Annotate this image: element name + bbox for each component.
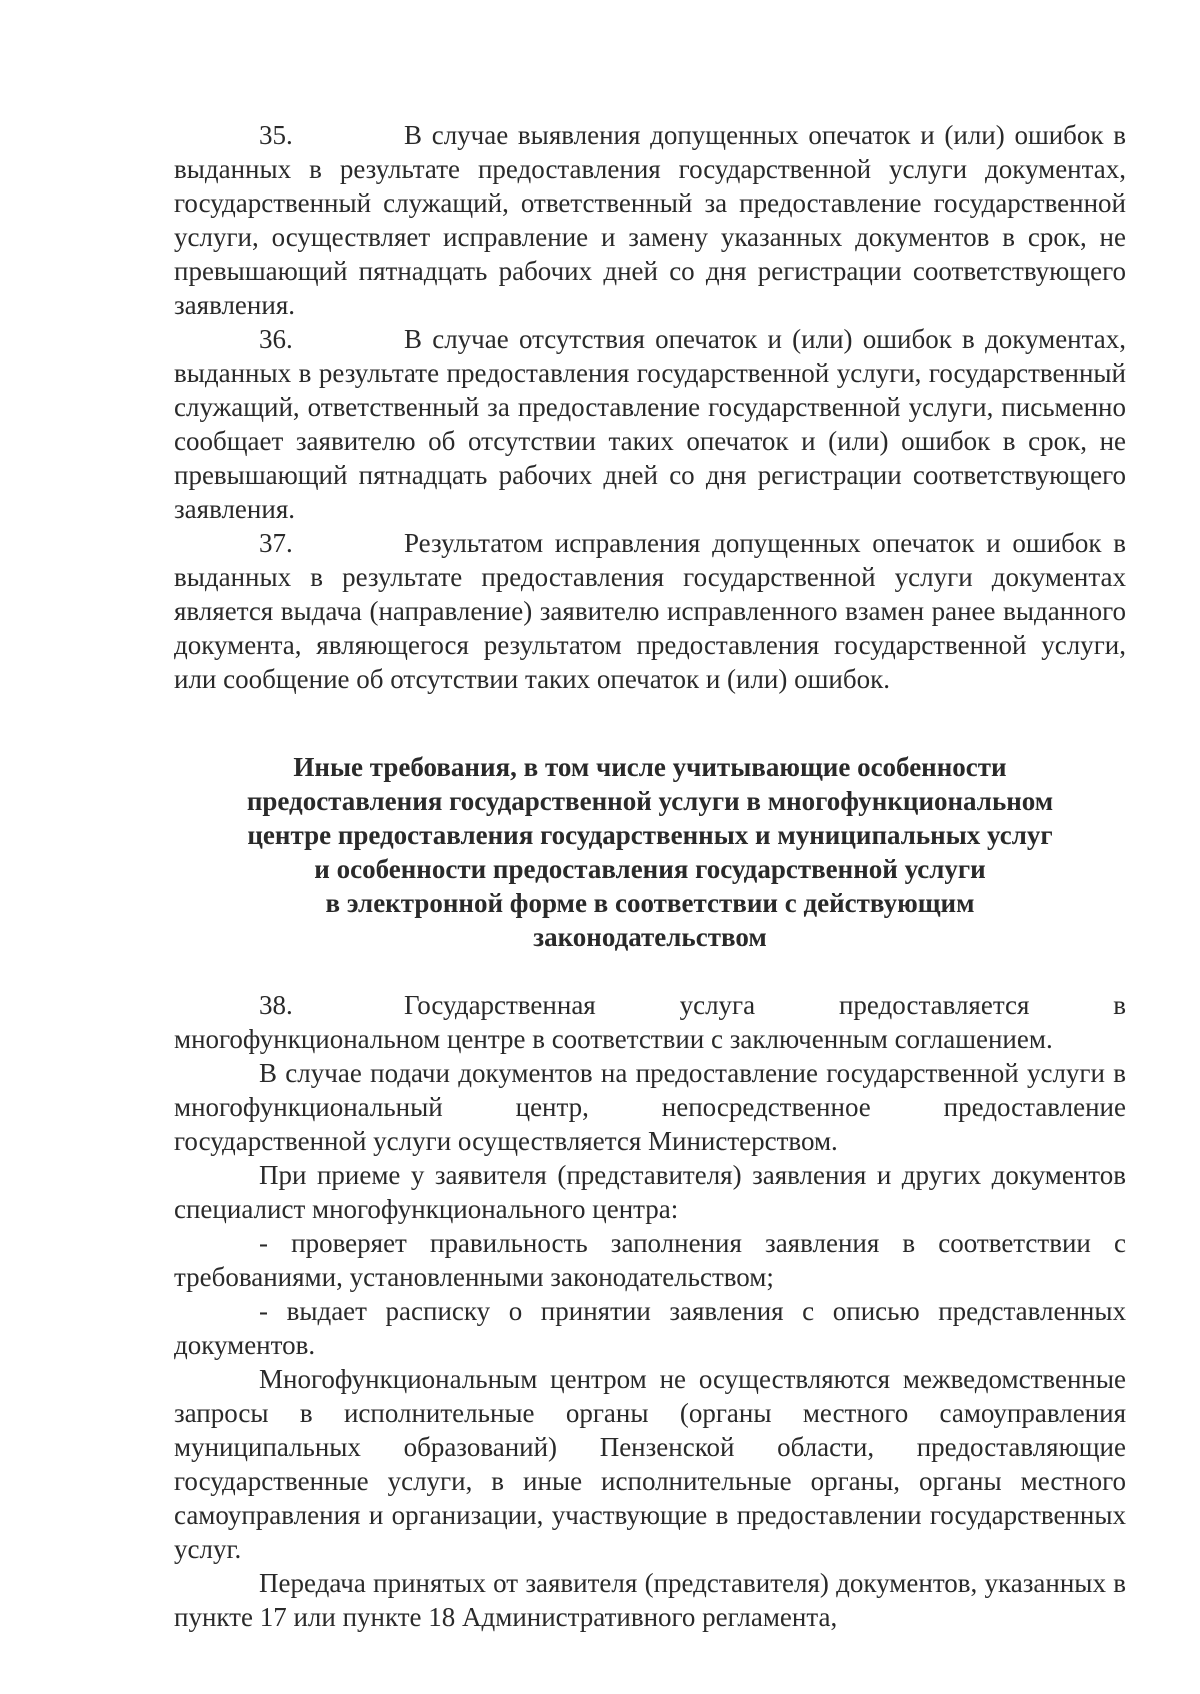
paragraph-38-3: При приеме у заявителя (представителя) заявления и других документов специалист многофункционального центра: — [174, 1160, 1126, 1224]
paragraph-38 — [174, 988, 1126, 1056]
heading-line: Иные требования, в том числе учитывающие особенности — [293, 752, 1007, 782]
paragraph-text: Государственная услуга предоставляется в многофункциональном центре в соответствии с заключенным соглашением. — [174, 990, 1126, 1054]
paragraph-38-7: Передача принятых от заявителя (представителя) документов, указанных в пункте 17 или пункте 18 Административного регламента, — [174, 1568, 1126, 1632]
document-page — [174, 118, 1126, 1634]
paragraph-text: Результатом исправления допущенных опечаток и ошибок в выданных в результате предоставления государственной услуги документах является выдача (направление) заявителю исправленного взамен ранее выданного документа, являющегося результатом предоставления государственной услуги, или сообщение об отсутствии таких опечаток и (или) ошибок. — [174, 528, 1126, 694]
heading-line: в электронной форме в соответствии с действующим — [325, 888, 975, 918]
paragraph-35 — [174, 118, 1126, 322]
paragraph-36 — [174, 322, 1126, 526]
heading-line: предоставления государственной услуги в многофункциональном — [246, 786, 1054, 816]
paragraph-text: В случае отсутствия опечаток и (или) ошибок в документах, выданных в результате предоставления государственной услуги, государственный служащий, ответственный за предоставление государственной услуги, письменно сообщает заявителю об отсутствии таких опечаток и (или) ошибок в срок, не превышающий пятнадцать рабочих дней со дня регистрации соответствующего заявления. — [174, 324, 1126, 524]
paragraph-38-5: - выдает расписку о принятии заявления с описью представленных документов. — [174, 1296, 1126, 1360]
paragraph-text: В случае выявления допущенных опечаток и (или) ошибок в выданных в результате предоставления государственной услуги документах, государственный служащий, ответственный за предоставление государственной услуги, осуществляет исправление и замену указанных документов в срок, не превышающий пятнадцать рабочих дней со дня регистрации соответствующего заявления. — [174, 120, 1126, 320]
paragraph-number: 35. — [259, 120, 293, 150]
heading-line: законодательством — [533, 922, 767, 952]
section-heading — [174, 750, 1126, 954]
paragraph-number: 36. — [259, 324, 293, 354]
paragraph-number: 38. — [259, 990, 293, 1020]
paragraph-number: 37. — [259, 528, 293, 558]
paragraph-38-4: - проверяет правильность заполнения заявления в соответствии с требованиями, установленными законодательством; — [174, 1228, 1126, 1292]
paragraph-38-2: В случае подачи документов на предоставление государственной услуги в многофункциональный центр, непосредственное предоставление государственной услуги осуществляется Министерством. — [174, 1058, 1126, 1156]
paragraph-38-6: Многофункциональным центром не осуществляются межведомственные запросы в исполнительные органы (органы местного самоуправления муниципальных образований) Пензенской области, предоставляющие государственные услуги, в иные исполнительные органы, органы местного самоуправления и организации, участвующие в предоставлении государственных услуг. — [174, 1364, 1126, 1564]
heading-line: центре предоставления государственных и муниципальных услуг — [247, 820, 1053, 850]
heading-line: и особенности предоставления государственной услуги — [314, 854, 986, 884]
paragraph-37 — [174, 526, 1126, 696]
